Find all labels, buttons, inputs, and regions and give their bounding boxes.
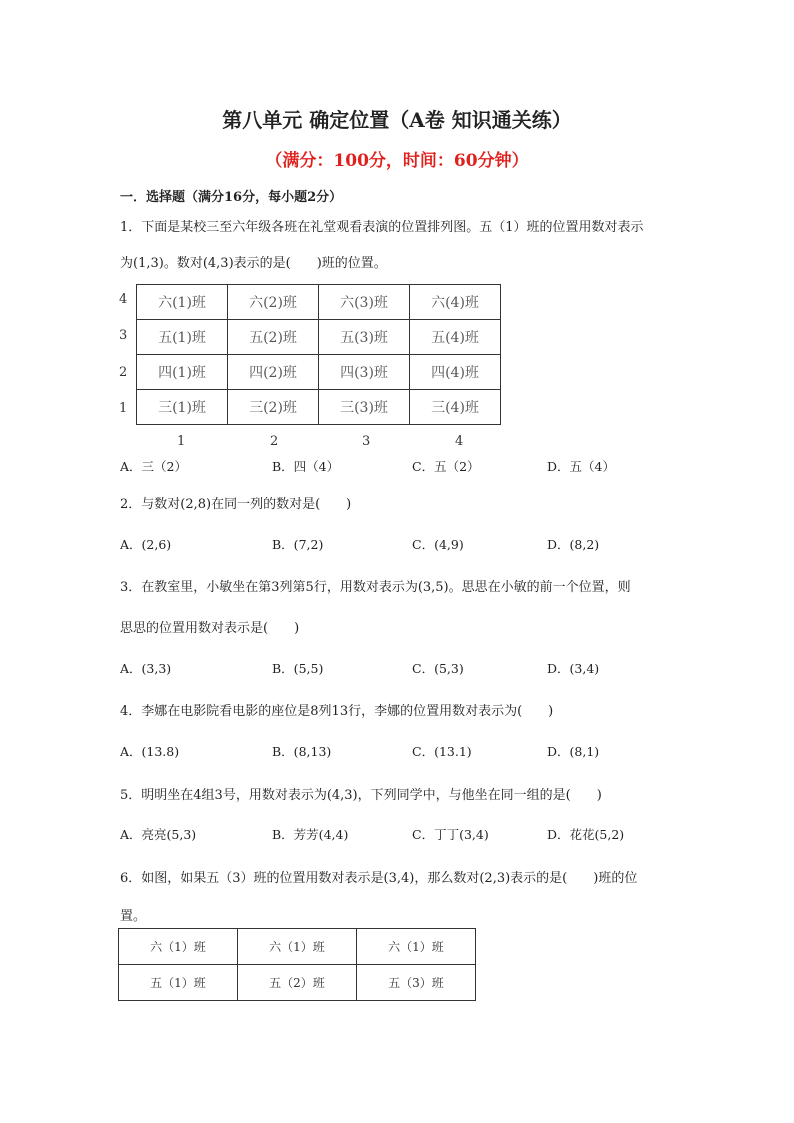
table-cell: 四(2)班	[228, 355, 319, 390]
col-label: 2	[270, 434, 279, 449]
option-d: D．(8,1)	[547, 744, 600, 759]
question-1-text: 1．下面是某校三至六年级各班在礼堂观看表演的位置排列图。五（1）班的位置用数对表示	[120, 220, 644, 235]
question-2-text: 2．与数对(2,8)在同一列的数对是( )	[120, 497, 352, 512]
question-3-text-cont: 思思的位置用数对表示是( )	[120, 621, 300, 636]
option-c: C．丁丁(3,4)	[412, 827, 489, 842]
table-cell: 六（1）班	[238, 929, 357, 965]
option-b: B．(5,5)	[272, 661, 324, 676]
col-label: 4	[455, 434, 464, 449]
option-a: A．(2,6)	[120, 537, 172, 552]
option-c: C．(13.1)	[412, 744, 472, 759]
option-a: A．(13.8)	[120, 744, 180, 759]
row-label: 2	[119, 365, 128, 380]
col-label: 3	[362, 434, 371, 449]
class-position-table	[118, 928, 476, 1001]
option-a: A．亮亮(5,3)	[120, 827, 197, 842]
table-cell: 四(1)班	[137, 355, 228, 390]
option-b: B．芳芳(4,4)	[272, 827, 349, 842]
table-cell: 五(2)班	[228, 320, 319, 355]
question-6-text: 6．如图，如果五（3）班的位置用数对表示是(3,4)，那么数对(2,3)表示的是( )班的位	[120, 871, 638, 886]
option-c: C．五（2）	[412, 459, 480, 474]
table-cell: 六（1）班	[119, 929, 238, 965]
table-cell: 三(4)班	[410, 390, 501, 425]
option-c: C．(4,9)	[412, 537, 464, 552]
option-d: D．(8,2)	[547, 537, 600, 552]
option-d: D．五（4）	[547, 459, 615, 474]
option-a: A．三（2）	[120, 459, 187, 474]
question-4-text: 4．李娜在电影院看电影的座位是8列13行，李娜的位置用数对表示为( )	[120, 704, 554, 719]
table-cell: 三(1)班	[137, 390, 228, 425]
page-title: 第八单元 确定位置（A卷 知识通关练）	[222, 108, 572, 132]
row-label: 4	[119, 292, 128, 307]
row-label: 3	[119, 328, 128, 343]
option-c: C．(5,3)	[412, 661, 464, 676]
table-cell: 五(1)班	[137, 320, 228, 355]
section-heading: 一．选择题（满分16分，每小题2分）	[120, 190, 343, 205]
option-b: B．(8,13)	[272, 744, 332, 759]
table-cell: 六(2)班	[228, 285, 319, 320]
table-cell: 四(3)班	[319, 355, 410, 390]
option-d: D．(3,4)	[547, 661, 600, 676]
option-b: B．(7,2)	[272, 537, 324, 552]
table-cell: 三(2)班	[228, 390, 319, 425]
col-label: 1	[177, 434, 186, 449]
table-cell: 五（2）班	[238, 965, 357, 1001]
table-cell: 五(4)班	[410, 320, 501, 355]
table-cell: 五(3)班	[319, 320, 410, 355]
page-subtitle: （满分：100分，时间：60分钟）	[265, 151, 529, 171]
option-a: A．(3,3)	[120, 661, 172, 676]
question-6-text-cont: 置。	[120, 909, 147, 924]
table-cell: 六（1）班	[357, 929, 476, 965]
question-1-text-cont: 为(1,3)。数对(4,3)表示的是( )班的位置。	[120, 256, 387, 271]
option-b: B．四（4）	[272, 459, 340, 474]
table-cell: 五（3）班	[357, 965, 476, 1001]
table-cell: 四(4)班	[410, 355, 501, 390]
seating-chart-table	[136, 284, 501, 425]
table-cell: 六(4)班	[410, 285, 501, 320]
table-cell: 三(3)班	[319, 390, 410, 425]
option-d: D．花花(5,2)	[547, 827, 625, 842]
table-cell: 六(1)班	[137, 285, 228, 320]
table-cell: 五（1）班	[119, 965, 238, 1001]
row-label: 1	[119, 401, 128, 416]
question-3-text: 3．在教室里，小敏坐在第3列第5行，用数对表示为(3,5)。思思在小敏的前一个位置，则	[120, 580, 631, 595]
question-5-text: 5．明明坐在4组3号，用数对表示为(4,3)，下列同学中，与他坐在同一组的是( )	[120, 788, 602, 803]
table-cell: 六(3)班	[319, 285, 410, 320]
